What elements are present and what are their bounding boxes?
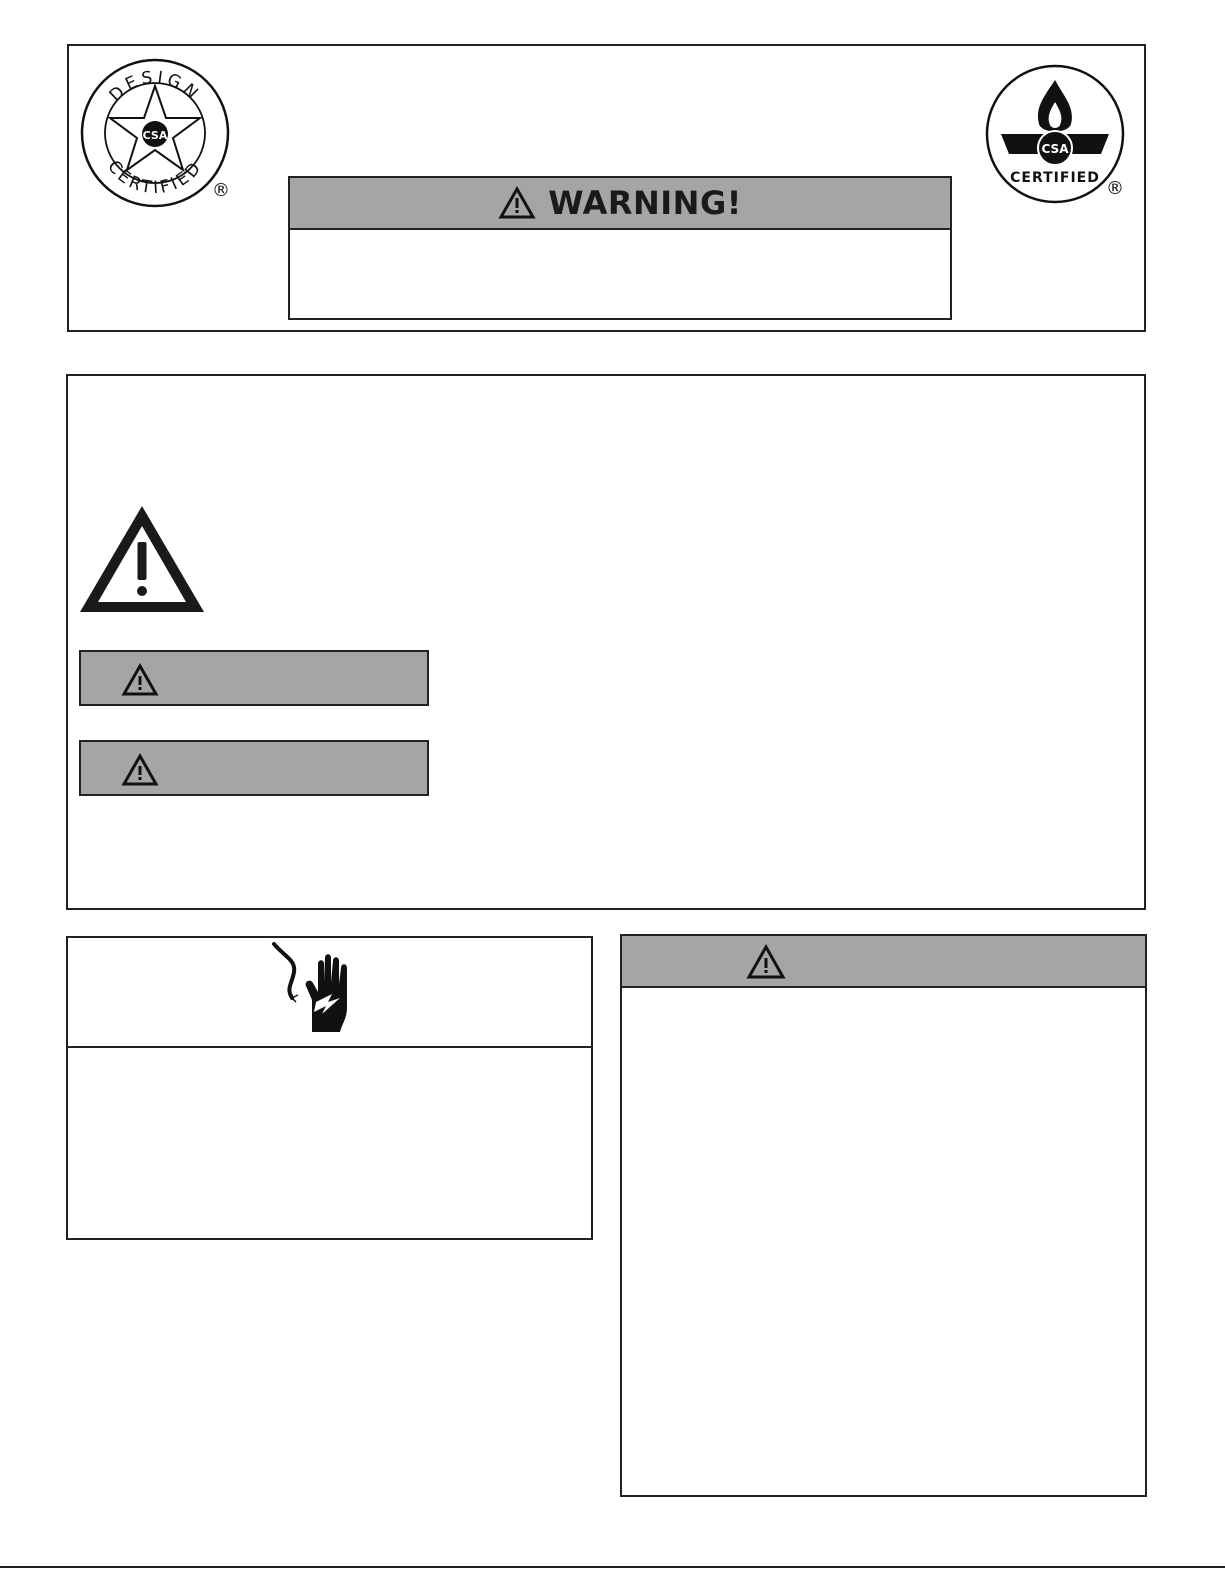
warning-triangle-icon (746, 944, 786, 980)
logo-top-word: DESIGN (105, 67, 205, 106)
gas-logo-word: CERTIFIED (1010, 170, 1100, 186)
electric-shock-hand-icon (268, 942, 360, 1036)
warning-triangle-icon (498, 186, 536, 220)
electrical-hazard-divider (68, 1046, 591, 1048)
warning-triangle-icon (121, 753, 159, 787)
logo-bottom-word: CERTIFIED (103, 156, 207, 199)
warning-triangle-icon (121, 663, 159, 697)
design-registered-mark: ® (212, 180, 230, 201)
page-bottom-rule (0, 1566, 1225, 1568)
top-warning-title: WARNING! (548, 184, 742, 222)
large-warning-triangle-icon (78, 504, 206, 614)
signal-word-bar-1 (79, 650, 429, 706)
svg-text:CERTIFIED (103, 157, 207, 199)
top-warning-panel (288, 176, 952, 320)
gas-logo-center-mark: CSA (1041, 142, 1069, 156)
logo-center-mark: CSA (142, 129, 168, 142)
gas-registered-mark: ® (1106, 178, 1124, 199)
right-warning-header (622, 936, 1145, 988)
right-warning-panel (620, 934, 1147, 1497)
safety-info-box (66, 374, 1146, 910)
top-warning-header (290, 178, 950, 230)
signal-word-bar-2 (79, 740, 429, 796)
